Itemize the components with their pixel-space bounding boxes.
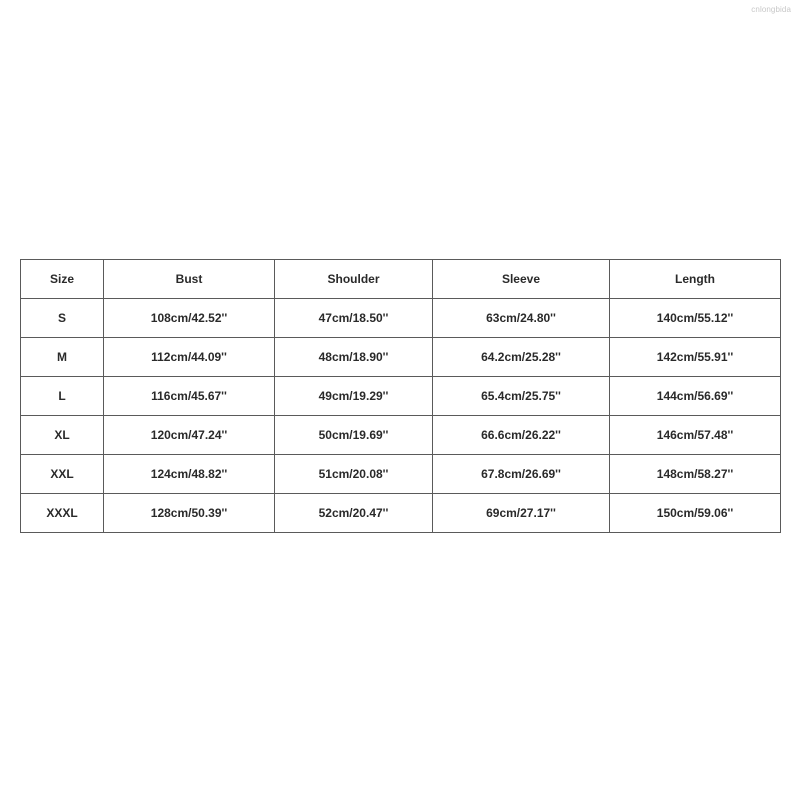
bust-cell: 124cm/48.82'': [104, 455, 275, 494]
size-cell: S: [21, 299, 104, 338]
header-length: Length: [610, 260, 781, 299]
length-cell: 150cm/59.06'': [610, 494, 781, 533]
bust-cell: 120cm/47.24'': [104, 416, 275, 455]
header-size: Size: [21, 260, 104, 299]
header-bust: Bust: [104, 260, 275, 299]
length-cell: 142cm/55.91'': [610, 338, 781, 377]
header-shoulder: Shoulder: [275, 260, 433, 299]
sleeve-cell: 63cm/24.80'': [433, 299, 610, 338]
shoulder-cell: 48cm/18.90'': [275, 338, 433, 377]
sleeve-cell: 64.2cm/25.28'': [433, 338, 610, 377]
table-header-row: [21, 260, 781, 299]
size-chart-table: [20, 259, 781, 533]
length-cell: 148cm/58.27'': [610, 455, 781, 494]
table-row: [21, 299, 781, 338]
length-cell: 140cm/55.12'': [610, 299, 781, 338]
table-row: [21, 338, 781, 377]
shoulder-cell: 52cm/20.47'': [275, 494, 433, 533]
bust-cell: 108cm/42.52'': [104, 299, 275, 338]
size-cell: L: [21, 377, 104, 416]
sleeve-cell: 65.4cm/25.75'': [433, 377, 610, 416]
size-cell: XXXL: [21, 494, 104, 533]
size-cell: XXL: [21, 455, 104, 494]
shoulder-cell: 47cm/18.50'': [275, 299, 433, 338]
bust-cell: 128cm/50.39'': [104, 494, 275, 533]
bust-cell: 116cm/45.67'': [104, 377, 275, 416]
length-cell: 144cm/56.69'': [610, 377, 781, 416]
length-cell: 146cm/57.48'': [610, 416, 781, 455]
shoulder-cell: 49cm/19.29'': [275, 377, 433, 416]
header-sleeve: Sleeve: [433, 260, 610, 299]
table-row: [21, 377, 781, 416]
table-row: [21, 455, 781, 494]
size-cell: XL: [21, 416, 104, 455]
bust-cell: 112cm/44.09'': [104, 338, 275, 377]
table-row: [21, 416, 781, 455]
shoulder-cell: 50cm/19.69'': [275, 416, 433, 455]
shoulder-cell: 51cm/20.08'': [275, 455, 433, 494]
sleeve-cell: 66.6cm/26.22'': [433, 416, 610, 455]
sleeve-cell: 67.8cm/26.69'': [433, 455, 610, 494]
table-row: [21, 494, 781, 533]
sleeve-cell: 69cm/27.17'': [433, 494, 610, 533]
watermark-text: cnlongbida: [751, 5, 791, 14]
size-cell: M: [21, 338, 104, 377]
